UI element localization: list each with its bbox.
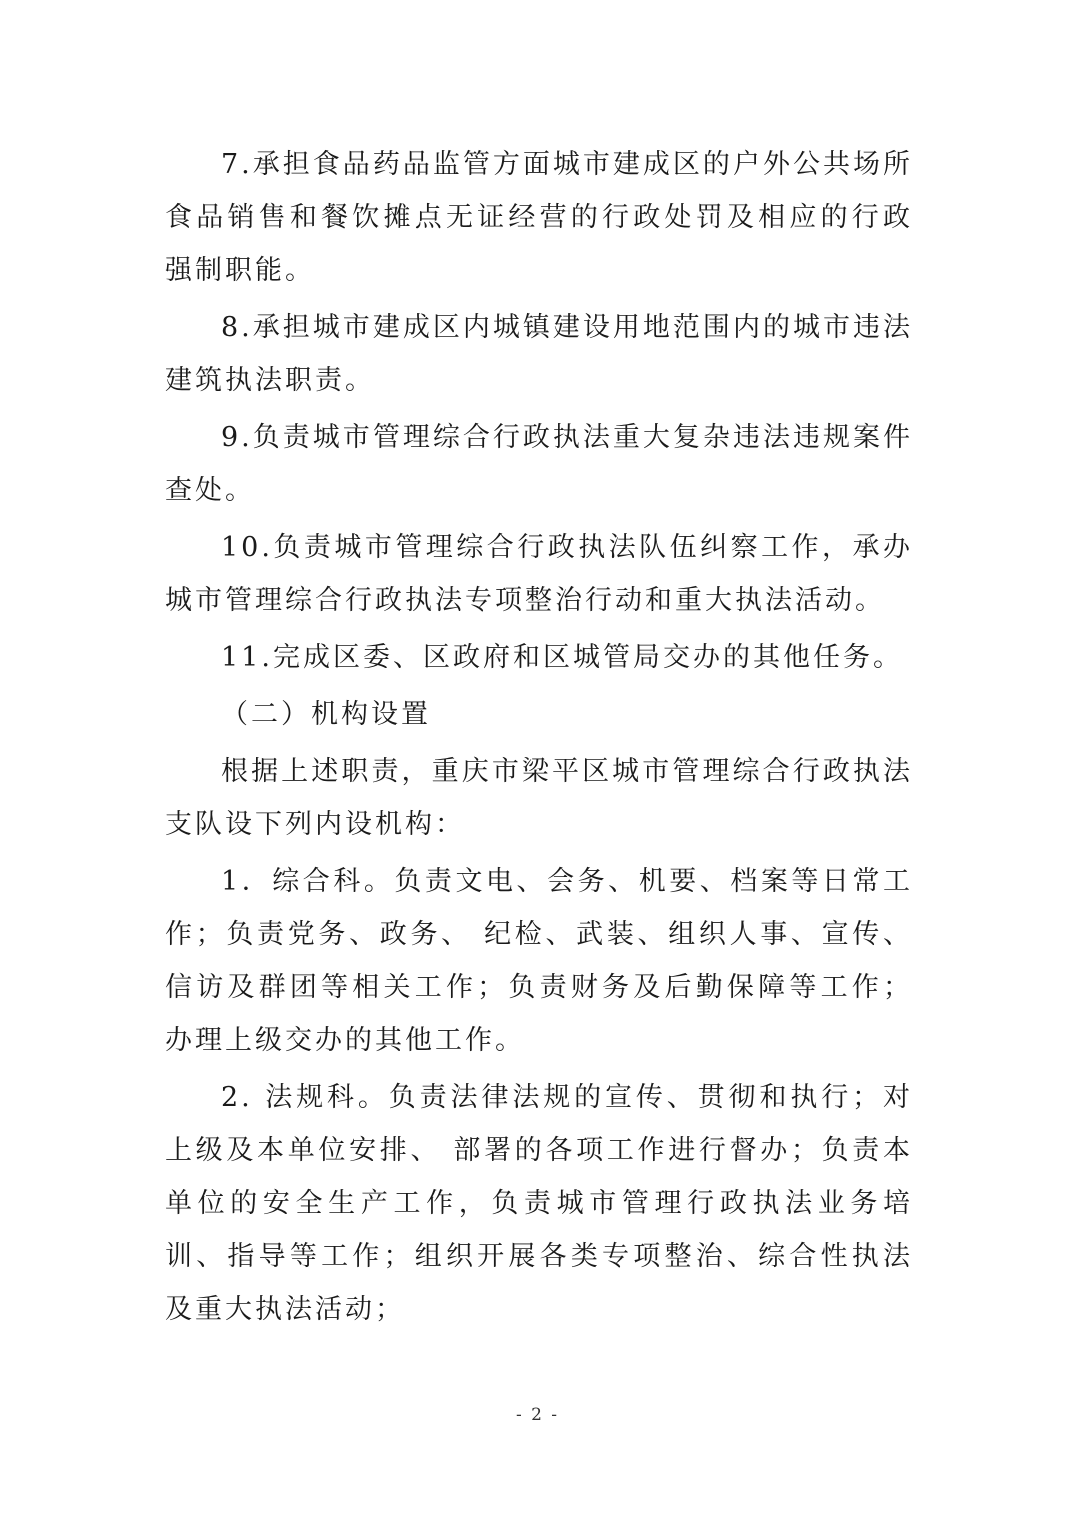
document-body	[165, 138, 913, 1336]
paragraph-item-7: 7.承担食品药品监管方面城市建成区的户外公共场所食品销售和餐饮摊点无证经营的行政处罚及相应的行政强制职能。	[165, 149, 913, 286]
paragraph-intro-departments: 根据上述职责，重庆市梁平区城市管理综合行政执法支队设下列内设机构：	[165, 756, 913, 840]
paragraph-item-10: 10.负责城市管理综合行政执法队伍纠察工作，承办城市管理综合行政执法专项整治行动和重大执法活动。	[165, 532, 913, 616]
paragraph-item-9: 9.负责城市管理综合行政执法重大复杂违法违规案件查处。	[165, 422, 913, 506]
paragraph-dept-general-office: 1．综合科。负责文电、会务、机要、档案等日常工作；负责党务、政务、 纪检、武装、组织人事、宣传、信访及群团等相关工作；负责财务及后勤保障等工作；办理上级交办的其他工作。	[165, 866, 913, 1056]
page-number: - 2 -	[515, 1405, 560, 1425]
section-heading-organization: （二）机构设置	[221, 699, 431, 730]
paragraph-item-11: 11.完成区委、区政府和区城管局交办的其他任务。	[221, 642, 903, 673]
paragraph-dept-legal: 2. 法规科。负责法律法规的宣传、贯彻和执行；对上级及本单位安排、 部署的各项工作进行督办；负责本单位的安全生产工作，负责城市管理行政执法业务培训、指导等工作；组织开展各类专项整治、综合性执法及重大执法活动；	[165, 1082, 913, 1325]
paragraph-item-8: 8.承担城市建成区内城镇建设用地范围内的城市违法建筑执法职责。	[165, 312, 913, 396]
